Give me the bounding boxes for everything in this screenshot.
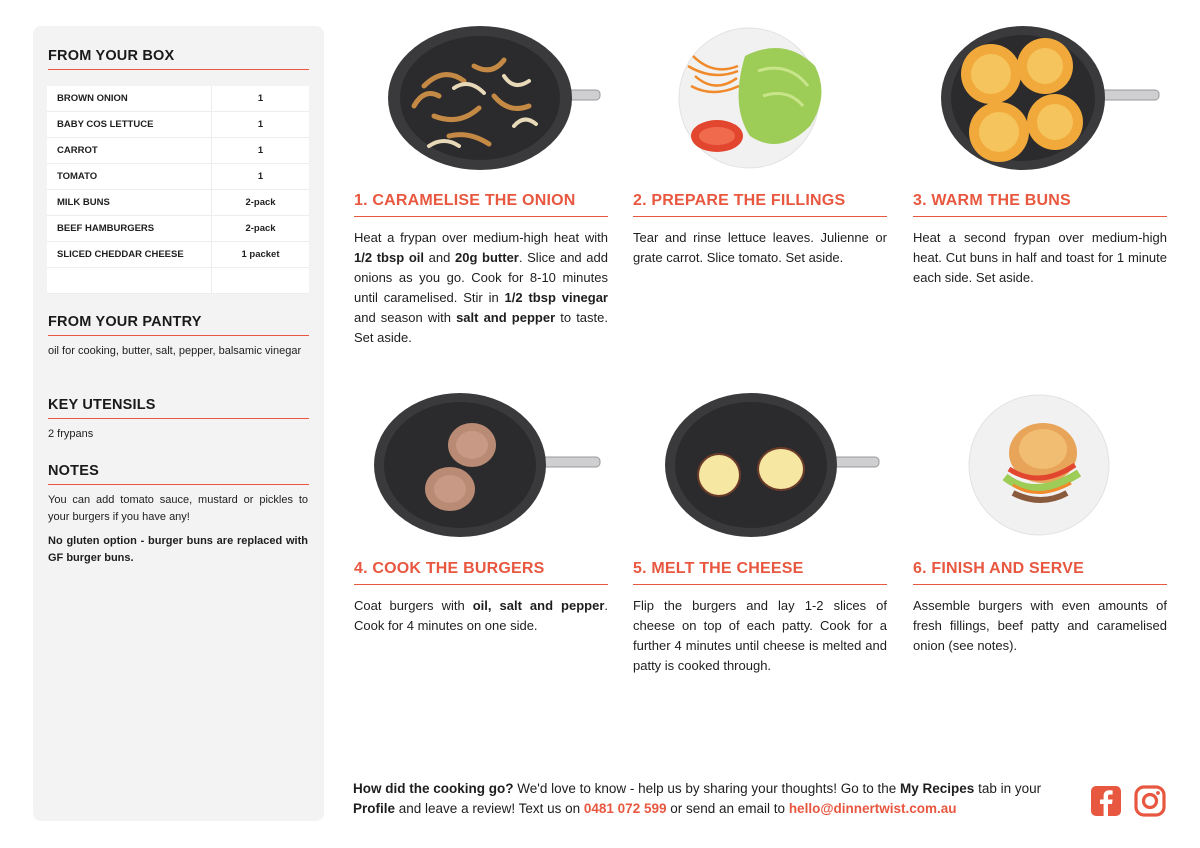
ingredient-qty: 1: [211, 138, 309, 163]
step-text: and: [423, 250, 455, 265]
notes-gluten-text: No gluten option - burger buns are replaced with GF burger buns.: [48, 535, 308, 564]
email-link[interactable]: hello@dinnertwist.com.au: [788, 801, 957, 816]
ingredient-row: [47, 190, 309, 216]
ingredient-row: [47, 216, 309, 242]
onions-in-pan-photo: [354, 26, 608, 170]
ingredient-row: [47, 164, 309, 190]
footer-text-2: tab in your: [974, 781, 1042, 796]
step-text: Coat burgers with: [354, 598, 473, 613]
step-6-title: 6. FINISH AND SERVE: [913, 560, 1167, 585]
utensils-text: 2 frypans: [48, 428, 94, 440]
step-text: . Slice and add onions as you go. Cook for 8-10 minutes until caramelised. Stir in: [354, 250, 608, 305]
profile-link[interactable]: Profile: [353, 801, 396, 816]
box-heading: FROM YOUR BOX: [48, 48, 309, 70]
step-text: Assemble burgers with even amounts of fresh fillings, beef patty and caramelised onion (see notes).: [913, 598, 1167, 653]
step-text: and season with: [354, 310, 457, 325]
step-4-title: 4. COOK THE BURGERS: [354, 560, 608, 585]
ingredient-qty: 2-pack: [211, 216, 309, 241]
ingredient-row: [47, 112, 309, 138]
patties-in-pan-photo: [354, 393, 608, 537]
ingredient-qty: 1: [211, 86, 309, 111]
ingredients-sidebar: [33, 26, 324, 821]
ingredient-name: BROWN ONION: [57, 93, 128, 104]
ingredient-name: TOMATO: [57, 171, 98, 182]
step-1-body: [354, 228, 608, 348]
pantry-text: oil for cooking, butter, salt, pepper, balsamic vinegar: [48, 345, 302, 357]
step-1-title: 1. CARAMELISE THE ONION: [354, 192, 608, 217]
footer-question: How did the cooking go?: [353, 781, 514, 796]
ingredient-row: [47, 138, 309, 164]
ingredient-row: [47, 242, 309, 268]
lettuce-carrot-tomato-plate-photo: [633, 26, 887, 170]
buns-in-pan-photo: [913, 26, 1167, 170]
phone-link[interactable]: 0481 072 599: [583, 801, 667, 816]
ingredient-qty: [211, 268, 309, 293]
my-recipes-link[interactable]: My Recipes: [900, 781, 975, 796]
notes-text: You can add tomato sauce, mustard or pickles to your burgers if you have any!: [48, 494, 308, 523]
footer-text-3: and leave a review! Text us on: [395, 801, 584, 816]
ingredient-qty: 2-pack: [211, 190, 309, 215]
ingredient-qty: 1: [211, 164, 309, 189]
step-highlight: salt and pepper: [456, 310, 556, 325]
step-5-title: 5. MELT THE CHEESE: [633, 560, 887, 585]
cheese-patties-pan-photo: [633, 393, 887, 537]
step-text: . Cook for 4 minutes on one side.: [354, 598, 608, 633]
ingredient-name: CARROT: [57, 145, 98, 156]
step-highlight: 1/2 tbsp oil: [354, 250, 424, 265]
instagram-icon[interactable]: [1133, 784, 1167, 818]
step-text: Flip the burgers and lay 1-2 slices of cheese on top of each patty. Cook for a further 4 minutes until cheese is melted and patty is cooked through.: [633, 598, 887, 673]
footer-text-4: or send an email to: [666, 801, 789, 816]
burger-on-plate-photo: [913, 393, 1167, 537]
ingredient-name: SLICED CHEDDAR CHEESE: [57, 249, 184, 260]
step-text: Tear and rinse lettuce leaves. Julienne or grate carrot. Slice tomato. Set aside.: [633, 230, 887, 265]
step-text: to taste. Set aside.: [354, 310, 608, 345]
pantry-heading: FROM YOUR PANTRY: [48, 314, 309, 336]
step-4-body: [354, 596, 608, 636]
step-text: Heat a second frypan over medium-high heat. Cut buns in half and toast for 1 minute each side. Set aside.: [913, 230, 1167, 285]
ingredients-table: [47, 86, 309, 294]
ingredient-name: MILK BUNS: [57, 197, 110, 208]
ingredient-name: BABY COS LETTUCE: [57, 119, 154, 130]
step-text: Heat a frypan over medium-high heat with: [354, 230, 608, 245]
step-3-title: 3. WARM THE BUNS: [913, 192, 1167, 217]
step-2-title: 2. PREPARE THE FILLINGS: [633, 192, 887, 217]
step-5-body: [633, 596, 887, 676]
step-3-body: [913, 228, 1167, 288]
ingredient-name: BEEF HAMBURGERS: [57, 223, 155, 234]
utensils-heading: KEY UTENSILS: [48, 397, 309, 419]
facebook-icon[interactable]: [1089, 784, 1123, 818]
footer-text-1: We'd love to know - help us by sharing your thoughts! Go to the: [513, 781, 901, 796]
step-highlight: 1/2 tbsp vinegar: [504, 290, 608, 305]
ingredient-row: [47, 86, 309, 112]
step-highlight: oil, salt and pepper: [472, 598, 605, 613]
step-highlight: 20g butter: [454, 250, 519, 265]
step-2-body: [633, 228, 887, 268]
ingredient-qty: 1 packet: [211, 242, 309, 267]
ingredient-qty: 1: [211, 112, 309, 137]
feedback-footer: [353, 779, 1073, 819]
notes-heading: NOTES: [48, 463, 309, 485]
ingredient-row: [47, 268, 309, 294]
step-6-body: [913, 596, 1167, 656]
